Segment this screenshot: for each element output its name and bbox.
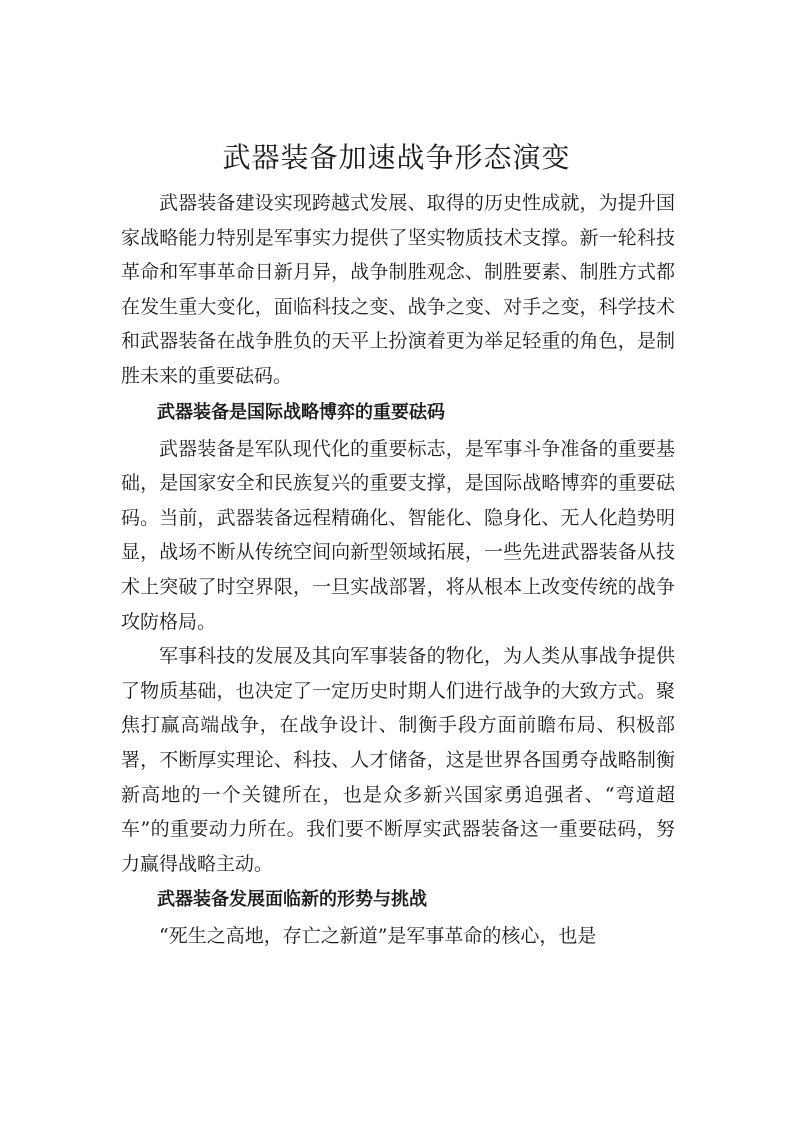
section-heading-strategic-weight: 武器装备是国际战略博弈的重要砝码 xyxy=(157,401,445,423)
section-heading-new-challenges: 武器装备发展面临新的形势与挑战 xyxy=(157,889,427,911)
body-paragraph-core: “死生之高地，存亡之新道”是军事革命的核心，也是 xyxy=(159,925,597,948)
intro-paragraph: 武器装备建设实现跨越式发展、取得的历史性成就，为提升国家战略能力特别是军事实力提供了坚实物质技术支撑。新一轮科技革命和军事革命日新月异，战争制胜观念、制胜要素、制胜方式都在发生重大变化，面临科技之变、战争之变、对手之变，科学技术和武器装备在战争胜负的天平上扮演着更为举足轻重的角色，是制胜未来的重要砝码。 xyxy=(121,192,675,387)
body-paragraph-modernization: 武器装备是军队现代化的重要标志，是军事斗争准备的重要基础，是国家安全和民族复兴的重要支撑，是国际战略博弈的重要砝码。当前，武器装备远程精确化、智能化、隐身化、无人化趋势明显，战场不断从传统空间向新型领域拓展，一些先进武器装备从技术上突破了时空界限，一旦实战部署，将从根本上改变传统的战争攻防格局。 xyxy=(121,437,675,633)
document-body xyxy=(121,186,675,954)
document-title: 武器装备加速战争形态演变 xyxy=(222,141,571,174)
body-paragraph-military-tech: 军事科技的发展及其向军事装备的物化，为人类从事战争提供了物质基础，也决定了一定历史时期人们进行战争的大致方式。聚焦打赢高端战争，在战争设计、制衡手段方面前瞻布局、积极部署，不断厚实理论、科技、人才储备，这是世界各国勇夺战略制衡新高地的一个关键所在，也是众多新兴国家勇追强者、“弯道超车”的重要动力所在。我们要不断厚实武器装备这一重要砝码，努力赢得战略主动。 xyxy=(121,645,675,875)
